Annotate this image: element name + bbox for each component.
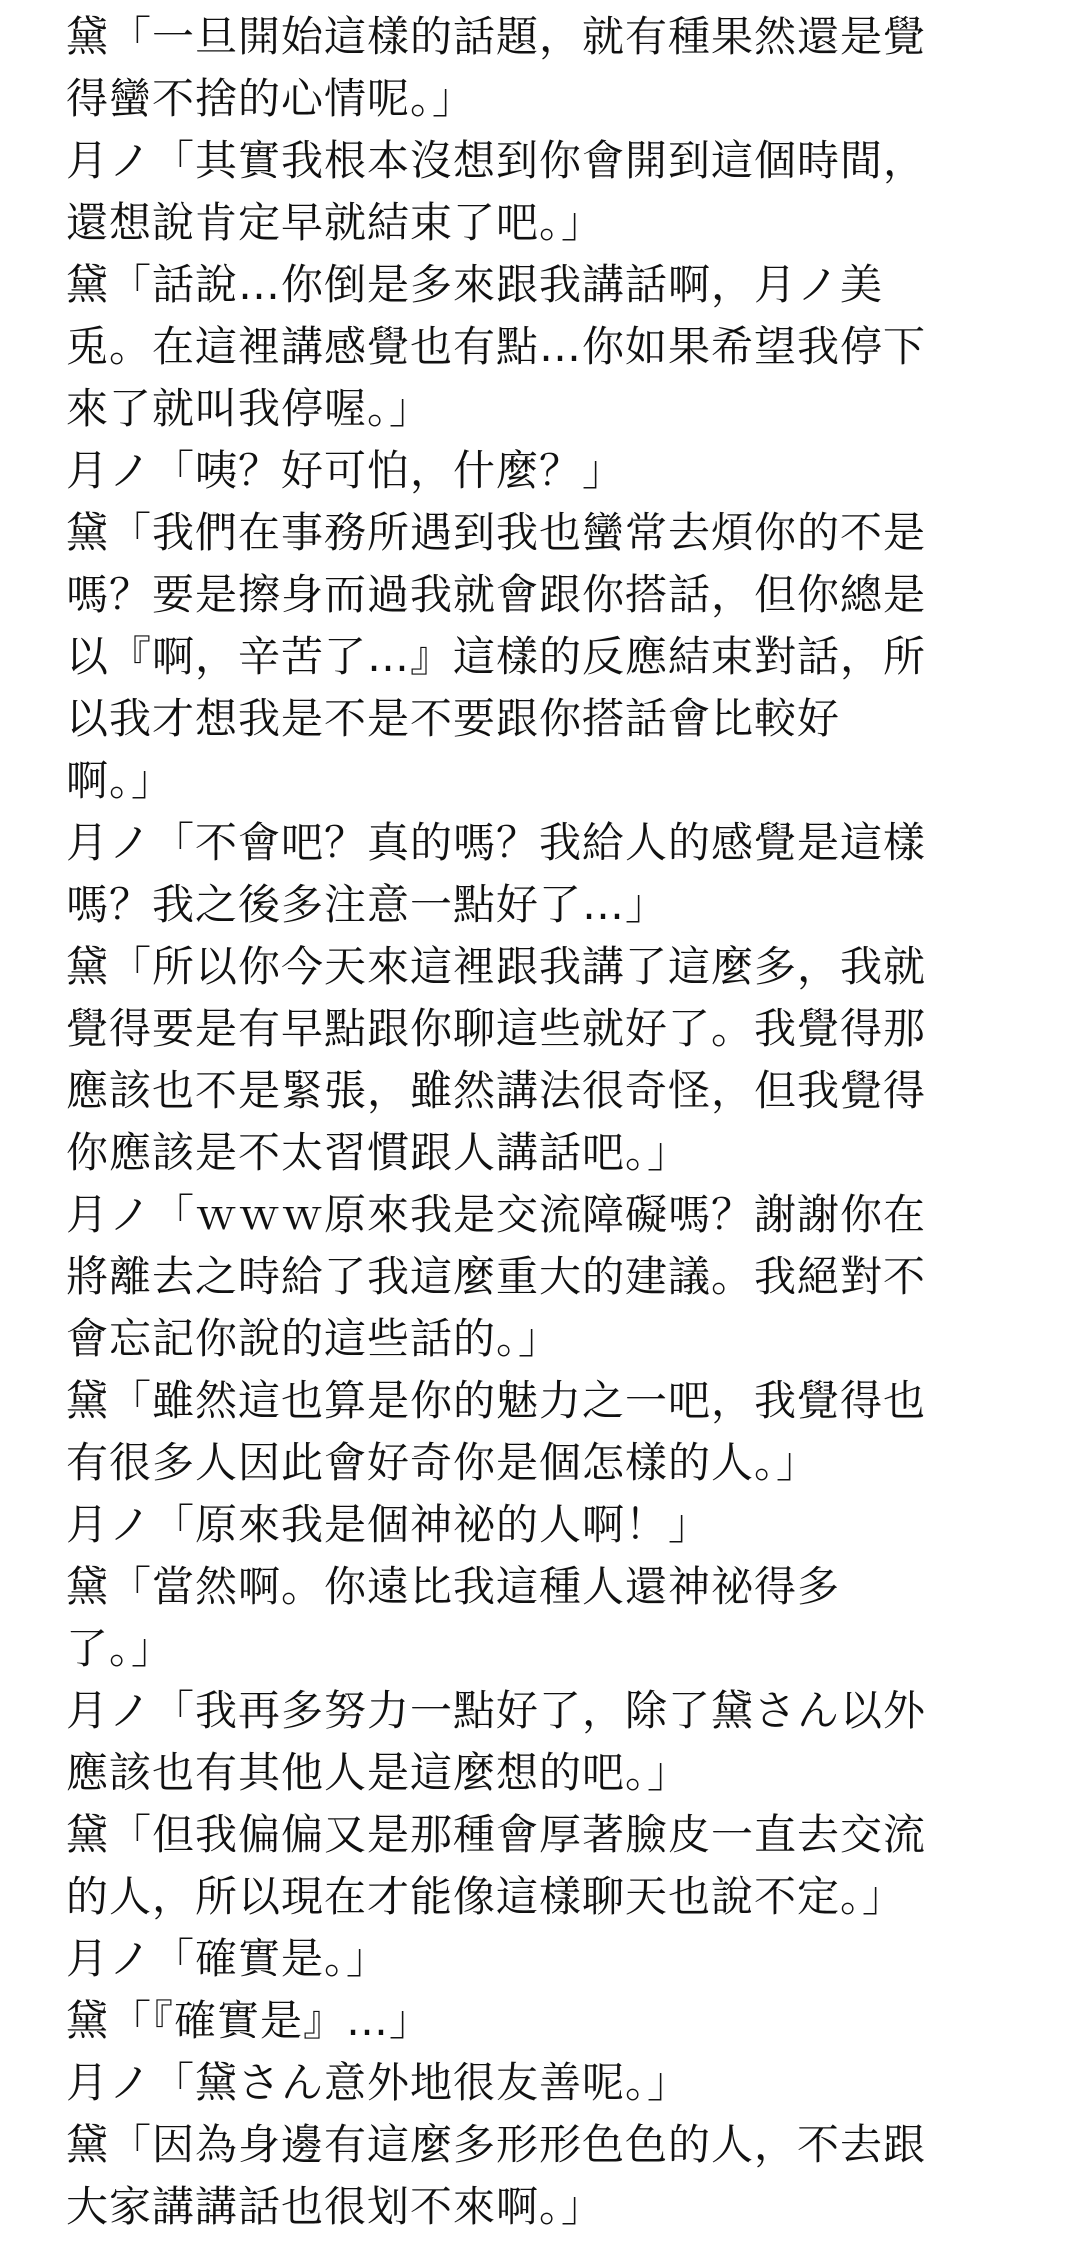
transcript-line: 黛「當然啊。你遠比我這種人還神祕得多 bbox=[66, 1562, 841, 1611]
transcript-line: 嗎？要是擦身而過我就會跟你搭話，但你總是 bbox=[66, 570, 927, 619]
transcript-line: 黛「但我偏偏又是那種會厚著臉皮一直去交流 bbox=[66, 1810, 927, 1859]
page bbox=[0, 6, 1080, 2257]
transcript-line: 黛「『確實是』…」 bbox=[66, 1996, 433, 2045]
transcript-line: 大家講講話也很划不來啊。」 bbox=[66, 2182, 605, 2231]
transcript-line: 啊。」 bbox=[66, 756, 175, 805]
transcript-line: 以我才想我是不是不要跟你搭話會比較好 bbox=[66, 694, 841, 743]
transcript-line: 應該也有其他人是這麼想的吧。」 bbox=[66, 1748, 691, 1797]
transcript-line: 應該也不是緊張，雖然講法很奇怪，但我覺得 bbox=[66, 1066, 927, 1115]
transcript-line: 月ノ「原來我是個神祕的人啊！」 bbox=[66, 1500, 712, 1549]
transcript-line: 有很多人因此會好奇你是個怎樣的人。」 bbox=[66, 1438, 820, 1487]
transcript-line: 月ノ「其實我根本沒想到你會開到這個時間， bbox=[66, 136, 927, 185]
transcript-line: 得蠻不捨的心情呢。」 bbox=[66, 74, 476, 123]
transcript-line: 你應該是不太習慣跟人講話吧。」 bbox=[66, 1128, 691, 1177]
transcript-line: 月ノ「不會吧？真的嗎？我給人的感覺是這樣 bbox=[66, 818, 927, 867]
transcript-line: 將離去之時給了我這麼重大的建議。我絕對不 bbox=[66, 1252, 927, 1301]
transcript-body bbox=[66, 6, 1040, 2238]
transcript-line: 月ノ「確實是。」 bbox=[66, 1934, 390, 1983]
transcript-line: 黛「所以你今天來這裡跟我講了這麼多，我就 bbox=[66, 942, 927, 991]
transcript-line: 黛「雖然這也算是你的魅力之一吧，我覺得也 bbox=[66, 1376, 927, 1425]
transcript-line: 黛「一旦開始這樣的話題，就有種果然還是覺 bbox=[66, 12, 927, 61]
transcript-line: 月ノ「ｗｗｗ原來我是交流障礙嗎？謝謝你在 bbox=[66, 1190, 927, 1239]
transcript-line: 來了就叫我停喔。」 bbox=[66, 384, 433, 433]
transcript-line: 嗎？我之後多注意一點好了…」 bbox=[66, 880, 669, 929]
transcript-line: 黛「因為身邊有這麼多形形色色的人，不去跟 bbox=[66, 2120, 927, 2169]
transcript-line: 月ノ「我再多努力一點好了，除了黛さん以外 bbox=[66, 1686, 927, 1735]
transcript-line: 黛「話說…你倒是多來跟我講話啊，月ノ美 bbox=[66, 260, 884, 309]
transcript-line: 會忘記你說的這些話的。」 bbox=[66, 1314, 562, 1363]
transcript-line: 了。」 bbox=[66, 1624, 175, 1673]
transcript-line: 黛「我們在事務所遇到我也蠻常去煩你的不是 bbox=[66, 508, 927, 557]
transcript-line: 以『啊，辛苦了…』這樣的反應結束對話，所 bbox=[66, 632, 927, 681]
transcript-line: 還想說肯定早就結束了吧。」 bbox=[66, 198, 605, 247]
transcript-line: 的人，所以現在才能像這樣聊天也說不定。」 bbox=[66, 1872, 906, 1921]
transcript-line: 兎。在這裡講感覺也有點…你如果希望我停下 bbox=[66, 322, 927, 371]
transcript-line: 覺得要是有早點跟你聊這些就好了。我覺得那 bbox=[66, 1004, 927, 1053]
transcript-line: 月ノ「咦？好可怕，什麼？」 bbox=[66, 446, 626, 495]
transcript-line: 月ノ「黛さん意外地很友善呢。」 bbox=[66, 2058, 691, 2107]
